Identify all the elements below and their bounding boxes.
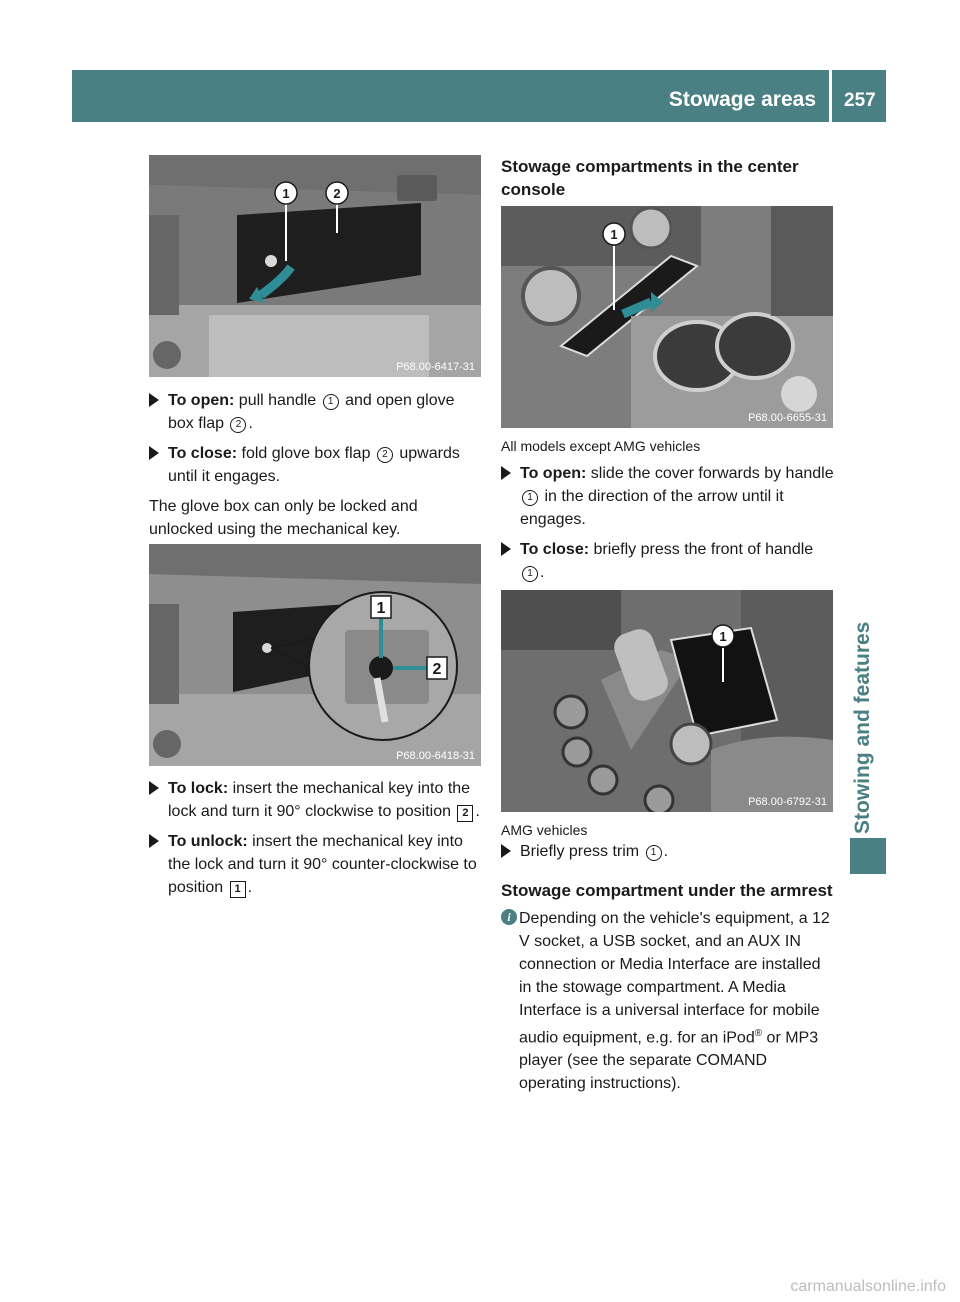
page-number: 257 xyxy=(844,90,876,111)
armrest-info xyxy=(501,907,835,1095)
step-text: insert the mechanical key into the lock and turn it 90° counter-clockwise to position xyxy=(168,833,477,896)
step-text: . xyxy=(247,879,253,896)
photo-code: P68.00-6792-31 xyxy=(748,796,827,808)
step-text: . xyxy=(475,803,480,820)
step-text: . xyxy=(248,415,253,432)
step-text: slide the cover forwards by handle xyxy=(586,465,834,482)
step-lock xyxy=(149,777,483,823)
glove-box-note: The glove box can only be locked and unlocked using the mechanical key. xyxy=(149,498,418,538)
registered-mark: ® xyxy=(754,1028,763,1039)
caption-non-amg: All models except AMG vehicles xyxy=(501,438,701,454)
step-text: and open glove box flap xyxy=(168,392,455,432)
ref-square: 1 xyxy=(230,881,246,898)
info-text: or MP3 player (see the separate COMAND operating instructions). xyxy=(519,1029,819,1093)
step-unlock xyxy=(149,830,483,899)
glove-box-lock-illustration xyxy=(149,544,481,766)
ref-circle: 1 xyxy=(522,566,538,582)
ref-circle: 2 xyxy=(230,417,246,433)
header-divider xyxy=(829,70,832,122)
watermark: carmanualsonline.info xyxy=(790,1278,946,1295)
step-trim xyxy=(501,840,835,863)
step-text: upwards until it engages. xyxy=(168,445,460,485)
photo-code: P68.00-6418-31 xyxy=(396,750,475,762)
info-text: Depending on the vehicle's equipment, a 12 V socket, a USB socket, and an AUX IN connection or Media Interface are installed in the stowage compartment. A Media Interface is a universal interface for mobile audio equipment, e.g. for an iPod xyxy=(519,910,830,1047)
photo-code: P68.00-6417-31 xyxy=(396,361,475,373)
step-label: To unlock: xyxy=(168,833,248,850)
chapter-side-tab xyxy=(840,122,886,862)
ref-circle: 1 xyxy=(323,394,339,410)
caption-amg: AMG vehicles xyxy=(501,822,588,838)
chapter-side-tab-label: Stowing and features xyxy=(851,621,874,834)
step-close xyxy=(501,538,835,584)
ref-circle: 1 xyxy=(646,845,662,861)
step-arrow-icon xyxy=(149,781,159,795)
center-console-steps xyxy=(501,462,835,584)
glove-box-lock-photo xyxy=(149,544,481,766)
callout-2: 2 xyxy=(333,186,341,201)
amg-console-photo xyxy=(501,590,833,812)
ref-circle: 2 xyxy=(377,447,393,463)
step-text: . xyxy=(540,564,545,581)
info-icon: i xyxy=(501,909,517,925)
step-label: To open: xyxy=(520,465,587,482)
step-text: Briefly press trim xyxy=(520,843,644,860)
glove-box-photo xyxy=(149,155,481,377)
amg-steps xyxy=(501,840,835,863)
center-console-photo xyxy=(501,206,833,428)
ref-circle: 1 xyxy=(522,490,538,506)
lock-steps xyxy=(149,777,483,899)
step-open xyxy=(501,462,835,531)
callout-1: 1 xyxy=(376,600,386,617)
step-arrow-icon xyxy=(501,542,511,556)
step-arrow-icon xyxy=(149,446,159,460)
step-arrow-icon xyxy=(149,834,159,848)
step-label: To lock: xyxy=(168,780,229,797)
step-label: To open: xyxy=(168,392,235,409)
chapter-marker xyxy=(850,838,886,874)
callout-1: 1 xyxy=(719,629,727,644)
step-text: in the direction of the arrow until it engages. xyxy=(520,488,784,528)
ref-square: 2 xyxy=(457,805,473,822)
glove-box-steps xyxy=(149,389,483,541)
step-text: . xyxy=(663,843,669,860)
step-label: To close: xyxy=(168,445,238,462)
callout-2: 2 xyxy=(432,661,442,678)
step-text: fold glove box flap xyxy=(237,445,375,462)
step-text: insert the mechanical key into the lock and turn it 90° clockwise to position xyxy=(168,780,471,820)
section-title-armrest: Stowage compartment under the armrest xyxy=(501,881,833,900)
callout-1: 1 xyxy=(282,186,290,201)
step-close xyxy=(149,442,483,488)
step-text: pull handle xyxy=(234,392,321,409)
page-title: Stowage areas xyxy=(668,88,816,111)
page-header xyxy=(72,70,886,122)
photo-code: P68.00-6655-31 xyxy=(748,412,827,424)
step-arrow-icon xyxy=(501,466,511,480)
step-open xyxy=(149,389,483,435)
amg-console-illustration xyxy=(501,590,833,812)
center-console-illustration xyxy=(501,206,833,428)
glove-box-illustration xyxy=(149,155,481,377)
callout-1: 1 xyxy=(610,227,618,242)
section-title-center-console: Stowage compartments in the center console xyxy=(501,157,799,199)
step-text: briefly press the front of handle xyxy=(589,541,814,558)
step-arrow-icon xyxy=(501,844,511,858)
step-label: To close: xyxy=(520,541,590,558)
info-note xyxy=(501,907,835,1095)
step-arrow-icon xyxy=(149,393,159,407)
